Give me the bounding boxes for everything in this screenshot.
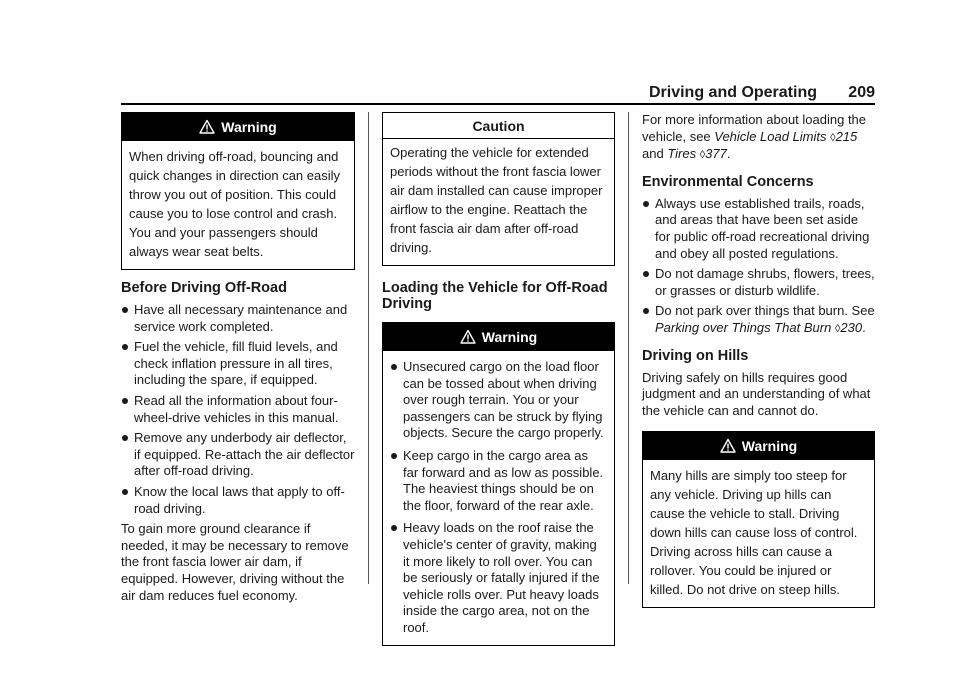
warning-text: When driving off-road, bouncing and quick changes in direction can easily throw you out of position. This could cause you to lose control and crash. You and your passengers should always wear seat belts. (129, 149, 341, 259)
section-heading-environmental: Environmental Concerns (642, 173, 814, 190)
list-item: Know the local laws that apply to off-road driving. (121, 484, 355, 517)
section-title: Driving and Operating (648, 84, 817, 101)
warning-header (643, 432, 874, 460)
page-reference[interactable]: 377 (705, 146, 727, 162)
warning-icon (720, 438, 736, 454)
bullet-icon (391, 364, 397, 370)
caution-header: Caution (383, 113, 614, 139)
column-2 (382, 112, 615, 656)
cross-reference-link[interactable]: Tires (667, 146, 697, 162)
list-item: Heavy loads on the roof raise the vehicle's center of gravity, making it more likely to roll over. You can be seriously or fatally injured if the vehicle rolls over. Put heavy loads inside the cargo area, not on the roof. (390, 520, 606, 636)
list-item: Fuel the vehicle, fill fluid levels, and check inflation pressure in all tires, including the spare, if equipped. (121, 339, 355, 389)
hills-paragraph: Driving safely on hills requires good judgment and an understanding of what the vehicle can and cannot do. (642, 369, 871, 418)
page-reference[interactable]: 230 (840, 319, 863, 335)
bullet-icon (643, 271, 649, 277)
bullet-icon (643, 308, 649, 314)
section-heading-hills: Driving on Hills (642, 347, 749, 364)
bullet-icon (391, 453, 397, 459)
warning-box (642, 431, 875, 608)
warning-icon (460, 329, 476, 345)
page-header (121, 84, 875, 104)
header-rule (121, 103, 875, 105)
column-1 (121, 112, 355, 604)
warning-label: Warning (221, 119, 277, 135)
list-item: Keep cargo in the cargo area as far forward and as low as possible. The heaviest things should be on the floor, forward of the rear axle. (390, 448, 606, 514)
bullet-icon (391, 525, 397, 531)
warning-box (121, 112, 355, 270)
list-item: Do not damage shrubs, flowers, trees, or grasses or disturb wildlife. (642, 266, 875, 299)
caution-text: Operating the vehicle for extended periods without the front fascia lower air dam installed can cause improper airflow to the engine. Reattach the front fascia air dam after off-road driving. (390, 145, 603, 255)
list-item: Have all necessary maintenance and service work completed. (121, 302, 355, 335)
warning-body (383, 351, 614, 645)
bullet-icon (643, 201, 649, 207)
page-reference-icon: ◊ (830, 131, 836, 144)
list-item: Unsecured cargo on the load floor can be tossed about when driving over rough terrain. You or your passengers can be struck by flying objects. Secure the cargo properly. (390, 359, 606, 442)
section-heading-loading: Loading the Vehicle for Off-Road Driving (382, 280, 608, 312)
bullet-icon (122, 489, 128, 495)
list-item: Remove any underbody air deflector, if equipped. Re-attach the air deflector after off-road driving. (121, 430, 355, 480)
warning-text: Many hills are simply too steep for any vehicle. Driving up hills can cause the vehicle to stall. Driving down hills can cause loss of control. Driving across hills can cause a rollover. You could be injured or killed. Do not drive on steep hills. (650, 468, 858, 598)
cross-reference-link[interactable]: Parking over Things That Burn (655, 319, 832, 335)
ground-clearance-paragraph: To gain more ground clearance if needed, it may be necessary to remove the front fascia lower air dam, if equipped. However, driving without the air dam reduces fuel economy. (121, 521, 349, 603)
page-reference-icon: ◊ (834, 322, 841, 335)
bullet-icon (122, 435, 128, 441)
before-driving-list (121, 302, 355, 517)
page-reference[interactable]: 215 (835, 128, 858, 144)
page-number: 209 (848, 84, 875, 101)
warning-icon (199, 119, 215, 135)
column-divider (368, 112, 369, 584)
warning-header (122, 113, 354, 141)
list-item: Read all the information about four-wheel-drive vehicles in this manual. (121, 393, 355, 426)
list-item: Do not park over things that burn. See Parking over Things That Burn ◊230. (642, 303, 875, 337)
bullet-icon (122, 398, 128, 404)
cargo-warning-list (390, 359, 606, 637)
section-heading-before-driving: Before Driving Off-Road (121, 280, 287, 296)
bullet-icon (122, 344, 128, 350)
column-3 (642, 112, 875, 618)
more-info-paragraph: For more information about loading the vehicle, see Vehicle Load Limits ◊215 and Tires ◊377. (642, 112, 867, 162)
list-item: Always use established trails, roads, and areas that have been set aside for public off-road recreational driving and obey all posted regulations. (642, 196, 875, 262)
warning-box (382, 322, 615, 646)
warning-header (383, 323, 614, 351)
environmental-list (642, 196, 875, 338)
page-reference-icon: ◊ (699, 149, 706, 162)
column-divider (628, 112, 629, 584)
caution-box (382, 112, 615, 266)
warning-label: Warning (741, 438, 798, 455)
cross-reference-link[interactable]: Vehicle Load Limits (714, 128, 827, 144)
bullet-icon (122, 307, 128, 313)
warning-label: Warning (481, 329, 538, 345)
